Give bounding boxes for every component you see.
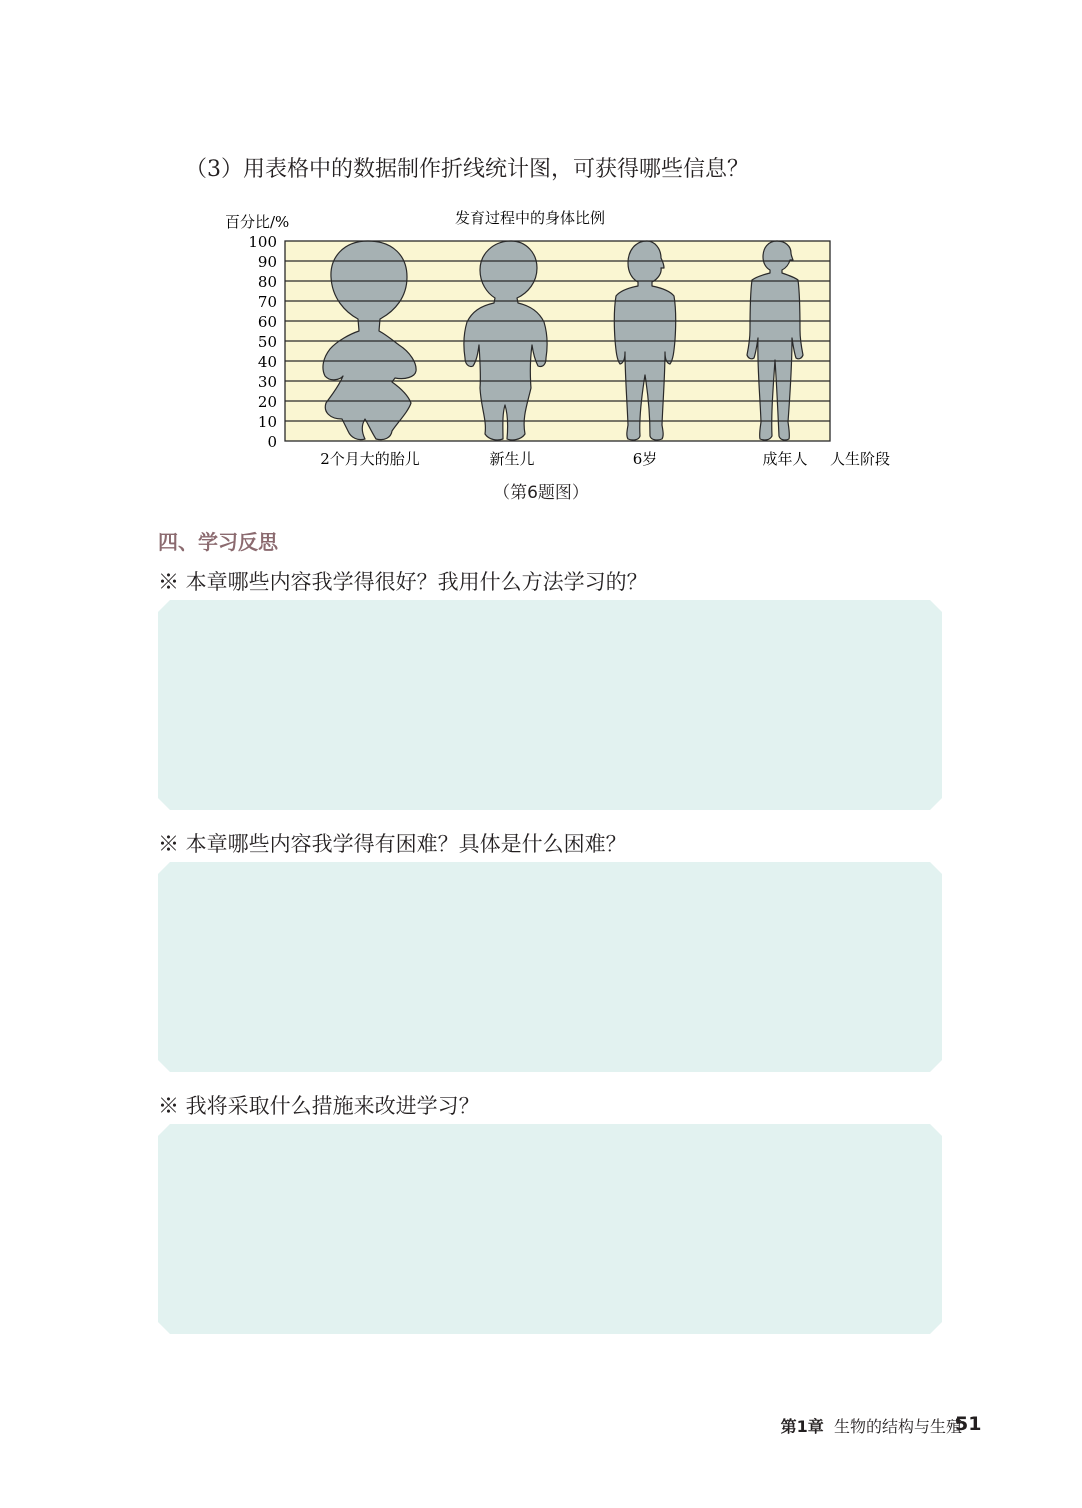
prompt-2: ※ 本章哪些内容我学得有困难？具体是什么困难？ — [158, 832, 627, 856]
answer-box-3[interactable] — [158, 1124, 942, 1334]
footer-chapter — [781, 1414, 962, 1437]
chart-svg — [215, 200, 915, 480]
footer-chapter-number: 第1章 — [780, 1417, 824, 1436]
figure-caption: （第6题图） — [493, 483, 589, 503]
x-category-label: 新生儿 — [489, 450, 535, 468]
prompt-1: ※ 本章哪些内容我学得很好？我用什么方法学习的？ — [158, 570, 648, 594]
y-tick-label: 30 — [257, 373, 277, 391]
page-number: 51 — [955, 1413, 982, 1435]
y-tick-label: 20 — [257, 393, 277, 411]
y-tick-label: 10 — [257, 413, 277, 431]
section-title: 四、学习反思 — [158, 530, 278, 554]
y-tick-label: 50 — [257, 333, 277, 351]
x-category-label: 成年人 — [762, 450, 808, 468]
footer-chapter-title: 生物的结构与生殖 — [833, 1417, 962, 1436]
y-tick-label: 60 — [257, 313, 277, 331]
y-tick-label: 40 — [257, 353, 277, 371]
y-tick-label: 70 — [257, 293, 277, 311]
y-tick-label: 0 — [267, 433, 277, 451]
body-proportion-chart — [215, 200, 915, 480]
prompt-3: ※ 我将采取什么措施来改进学习？ — [158, 1094, 480, 1118]
chart-title: 发育过程中的身体比例 — [454, 209, 606, 227]
y-tick-label: 90 — [257, 253, 277, 271]
y-tick-label: 80 — [257, 273, 277, 291]
chart-x-axis-label: 人生阶段 — [830, 450, 891, 468]
question-text: （3）用表格中的数据制作折线统计图，可获得哪些信息？ — [185, 157, 749, 182]
answer-box-2[interactable] — [158, 862, 942, 1072]
y-tick-label: 100 — [248, 233, 277, 251]
answer-box-1[interactable] — [158, 600, 942, 810]
x-category-label: 6岁 — [632, 450, 658, 468]
x-category-label: 2个月大的胎儿 — [320, 450, 420, 468]
chart-y-axis-label: 百分比/% — [225, 213, 290, 231]
